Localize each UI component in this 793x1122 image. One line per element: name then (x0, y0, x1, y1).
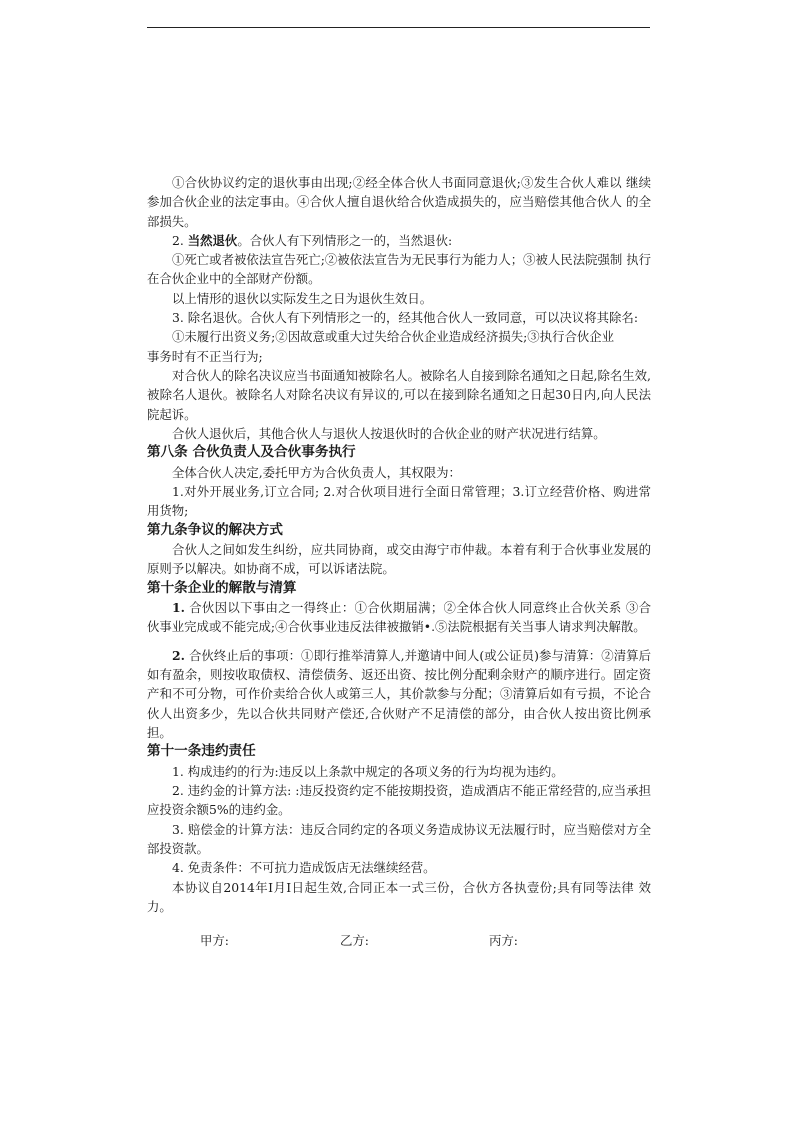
paragraph: 事务时有不正当行为; (147, 348, 263, 364)
paragraph: ①未履行出资义务;②因故意或重大过失给合伙企业造成经济损失;③执行合伙企业 (172, 329, 615, 345)
paragraph: 3. 除名退伙。合伙人有下列情形之一的，经其他合伙人一致同意，可以决议将其除名: (172, 310, 638, 326)
paragraph: 1. 构成违约的行为:违反以上条款中规定的各项义务的行为均视为违约。 (172, 763, 564, 779)
contract-body (147, 173, 651, 916)
section-heading: 第十一条违约责任 (147, 743, 256, 760)
paragraph: 全体合伙人决定,委托甲方为合伙负责人，其权限为： (172, 464, 461, 480)
bold-lead: 2. (172, 647, 185, 663)
paragraph: 1.对外开展业务,订立合同; 2.对合伙项目进行全面日常管理；3.订立经营价格、购进常用货物; (147, 483, 651, 519)
bold-lead: 当然退伙 (187, 232, 238, 248)
paragraph: 3. 赔偿金的计算方法：违反合同约定的各项义务造成协议无法履行时，应当赔偿对方全 部投资款。 (147, 821, 651, 856)
section-heading: 第十条企业的解散与清算 (147, 579, 297, 596)
paragraph: 4. 免责条件：不可抗力造成饭店无法继续经营。 (172, 860, 436, 876)
paragraph: 合伙人退伙后，其他合伙人与退伙人按退伙时的合伙企业的财产状况进行结算。 (172, 425, 606, 441)
header-rule (147, 27, 650, 28)
paragraph: 合伙人之间如发生纠纷，应共同协商，或交由海宁市仲裁。本着有利于合伙事业发展的原则予以解决。如协商不成，可以诉诸法院。 (147, 542, 651, 577)
paragraph-gap (147, 637, 651, 646)
signature-line (0, 931, 793, 951)
signature-label: 乙方: (340, 933, 369, 948)
signature-label: 甲方: (200, 933, 229, 948)
section-heading: 第八条 合伙负责人及合伙事务执行 (147, 444, 356, 461)
signature-label: 丙方: (489, 933, 518, 948)
bold-lead: 1. (172, 600, 185, 616)
paragraph: 1. 合伙因以下事由之一得终止：①合伙期届满；②全体合伙人同意终止合伙关系 ③合 伙事业完成或不能完成;④合伙事业违反法律被撤销•.⑤法院根据有关当事人请求判决解散。 (147, 600, 651, 635)
paragraph: 2. 当然退伙。合伙人有下列情形之一的，当然退伙: (172, 232, 453, 248)
paragraph: 对合伙人的除名决议应当书面通知被除名人。被除名人自接到除名通知之日起,除名生效,被除名人退伙。被除名人对除名决议有异议的,可以在接到除名通知之日起30日内,向人民法院起诉。 (147, 367, 651, 422)
section-heading: 第九条争议的解决方式 (147, 521, 283, 538)
paragraph: 2. 违约金的计算方法: :违反投资约定不能按期投资，造成酒店不能正常经营的,应当承担应投资余额5%的违约金。 (147, 783, 651, 818)
paragraph: 以上情形的退伙以实际发生之日为退伙生效日。 (172, 290, 433, 306)
paragraph: 2. 合伙终止后的事项：①即行推举清算人,并邀请中间人(或公证员)参与清算：②清算后如有盈余，则按收取债权、清偿债务、返还出资、按比例分配剩余财产的顺序进行。固定资产和不可分物，可作价卖给合伙人或第三人，其价款参与分配；③清算后如有亏损，不论合伙人出资多少，先以合伙共同财产偿还,合伙财产不足清偿的部分，由合伙人按出资比例承担。 (147, 647, 651, 740)
paragraph: ①合伙协议约定的退伙事由出现;②经全体合伙人书面同意退伙;③发生合伙人难以 继续参加合伙企业的法定事由。④合伙人擅自退伙给合伙造成损失的，应当赔偿其他合伙人 的全部损失。 (147, 175, 651, 229)
paragraph: ①死亡或者被依法宣告死亡;②被依法宣告为无民事行为能力人；③被人民法院强制 执行在合伙企业中的全部财产份额。 (147, 252, 651, 287)
paragraph: 本协议自2014年I月I日起生效,合同正本一式三份，合伙方各执壹份;具有同等法律 效力。 (147, 879, 651, 914)
